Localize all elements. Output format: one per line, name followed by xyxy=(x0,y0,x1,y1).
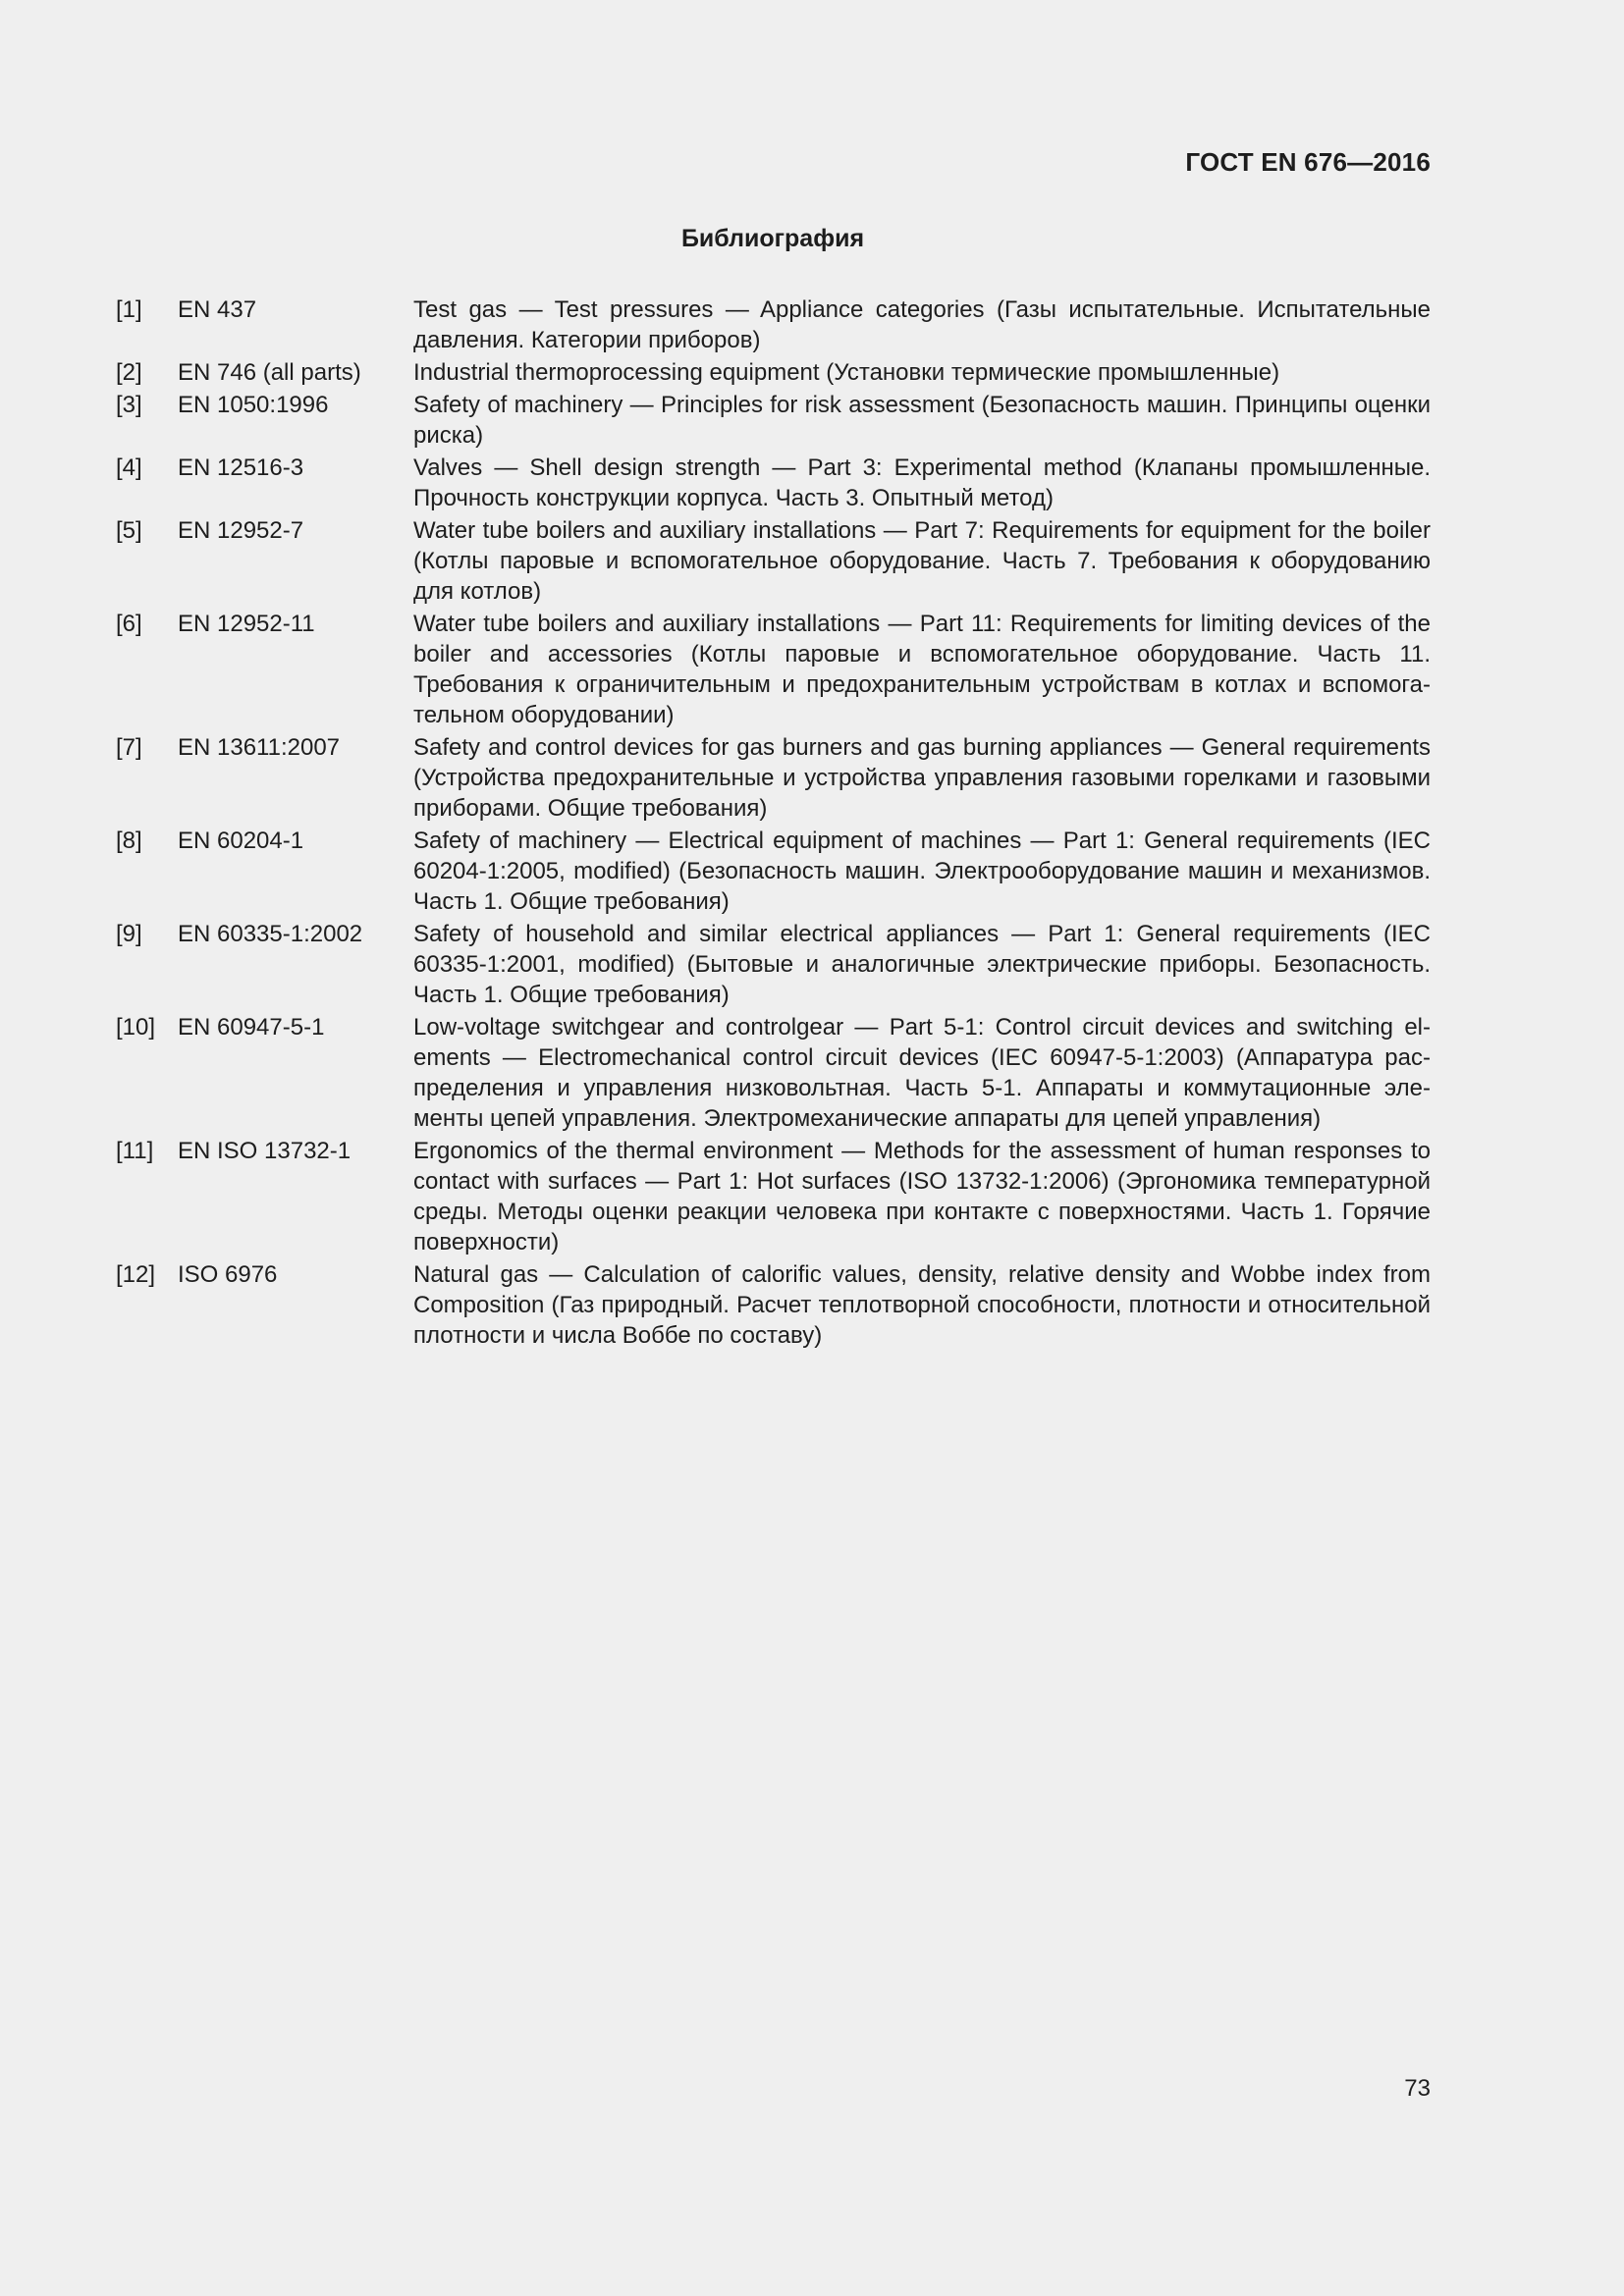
bibliography-entry xyxy=(116,1136,1431,1257)
entry-standard-code: EN 60335-1:2002 xyxy=(178,921,363,947)
bibliography-entry xyxy=(116,919,1431,1010)
entry-standard-code: EN ISO 13732-1 xyxy=(178,1138,352,1164)
entry-description: Natural gas — Calculation of calorific values, density, relative density and Wobbe index from Composition (Газ природный. Расчет теплотворной способности, плотности и относительной плотности и числа Воббе по составу) xyxy=(413,1261,1431,1349)
entry-description: Low-voltage switchgear and controlgear — Part 5-1: Control circuit devices and switching elements — Electromechanical control circuit devices (IEC 60947-5-1:2003) (Аппаратура распределения и управления низковольтная. Часть 5-1. Аппараты и коммутационные элементы цепей управления. Электромеханические аппараты для цепей управления) xyxy=(413,1014,1431,1132)
entry-description: Safety of household and similar electrical appliances — Part 1: General requirements (IEC 60335-1:2001, modified) (Бытовые и аналогичные электрические приборы. Безопасность. Часть 1. Общие требования) xyxy=(413,921,1431,1008)
bibliography-entry xyxy=(116,1259,1431,1351)
bibliography-entry xyxy=(116,732,1431,824)
entry-description: Water tube boilers and auxiliary installations — Part 11: Requirements for limiting devices of the boiler and accessories (Котлы паровые и вспомогательное оборудование. Часть 11. Требования к ограничительным и предохранительным устройствам в котлах и вспомогательном оборудовании) xyxy=(413,611,1431,728)
entry-number: [1] xyxy=(116,296,142,323)
entry-description: Safety of machinery — Principles for risk assessment (Безопасность машин. Принципы оценки риска) xyxy=(413,392,1431,449)
bibliography-entry xyxy=(116,453,1431,513)
entry-standard-code: EN 13611:2007 xyxy=(178,734,341,761)
entry-number: [11] xyxy=(116,1138,154,1164)
bibliography-entry xyxy=(116,515,1431,607)
entry-standard-code: EN 437 xyxy=(178,296,257,323)
bibliography-entry xyxy=(116,826,1431,917)
entry-standard-code: EN 60204-1 xyxy=(178,828,304,854)
entry-description: Valves — Shell design strength — Part 3: Experimental method (Клапаны промышленные. Прочность конструкции корпуса. Часть 3. Опытный метод) xyxy=(413,454,1431,511)
entry-number: [4] xyxy=(116,454,142,481)
bibliography-entry xyxy=(116,357,1431,388)
entry-number: [5] xyxy=(116,517,142,544)
entry-number: [2] xyxy=(116,359,142,386)
document-code: ГОСТ EN 676—2016 xyxy=(1185,147,1431,177)
entry-number: [12] xyxy=(116,1261,156,1288)
entry-description: Test gas — Test pressures — Appliance categories (Газы испытательные. Испытательные давления. Категории приборов) xyxy=(413,296,1431,353)
page-number: 73 xyxy=(1404,2075,1431,2102)
entry-number: [10] xyxy=(116,1014,156,1041)
bibliography-list xyxy=(116,294,1431,1353)
entry-number: [7] xyxy=(116,734,142,761)
bibliography-entry xyxy=(116,390,1431,451)
entry-number: [8] xyxy=(116,828,142,854)
section-title: Библиография xyxy=(680,225,865,252)
entry-description: Safety and control devices for gas burners and gas burning appliances — General requirements (Устройства предохранительные и устройства управления газовыми горелками и газовыми приборами. Общие требования) xyxy=(413,734,1431,822)
entry-standard-code: EN 1050:1996 xyxy=(178,392,329,418)
bibliography-entry xyxy=(116,294,1431,355)
entry-standard-code: ISO 6976 xyxy=(178,1261,278,1288)
bibliography-entry xyxy=(116,609,1431,730)
entry-standard-code: EN 746 (all parts) xyxy=(178,359,361,386)
entry-standard-code: EN 12952-11 xyxy=(178,611,315,637)
entry-description: Ergonomics of the thermal environment — Methods for the assessment of human responses to contact with surfaces — Part 1: Hot surfaces (ISO 13732-1:2006) (Эргономика температурной среды. Методы оценки реакции человека при контакте с поверхностями. Часть 1. Горячие поверхности) xyxy=(413,1138,1431,1255)
entry-standard-code: EN 60947-5-1 xyxy=(178,1014,325,1041)
entry-description: Water tube boilers and auxiliary installations — Part 7: Requirements for equipment for the boiler (Котлы паровые и вспомогательное оборудование. Часть 7. Требования к оборудованию для котлов) xyxy=(413,517,1431,605)
entry-description: Safety of machinery — Electrical equipment of machines — Part 1: General requirements (IEC 60204-1:2005, modified) (Безопасность машин. Электрооборудование машин и механизмов. Часть 1. Общие требования) xyxy=(413,828,1431,915)
entry-standard-code: EN 12952-7 xyxy=(178,517,304,544)
entry-standard-code: EN 12516-3 xyxy=(178,454,304,481)
entry-number: [3] xyxy=(116,392,142,418)
entry-number: [9] xyxy=(116,921,142,947)
entry-number: [6] xyxy=(116,611,142,637)
entry-description: Industrial thermoprocessing equipment (Установки термические промышленные) xyxy=(413,359,1280,386)
bibliography-entry xyxy=(116,1012,1431,1134)
